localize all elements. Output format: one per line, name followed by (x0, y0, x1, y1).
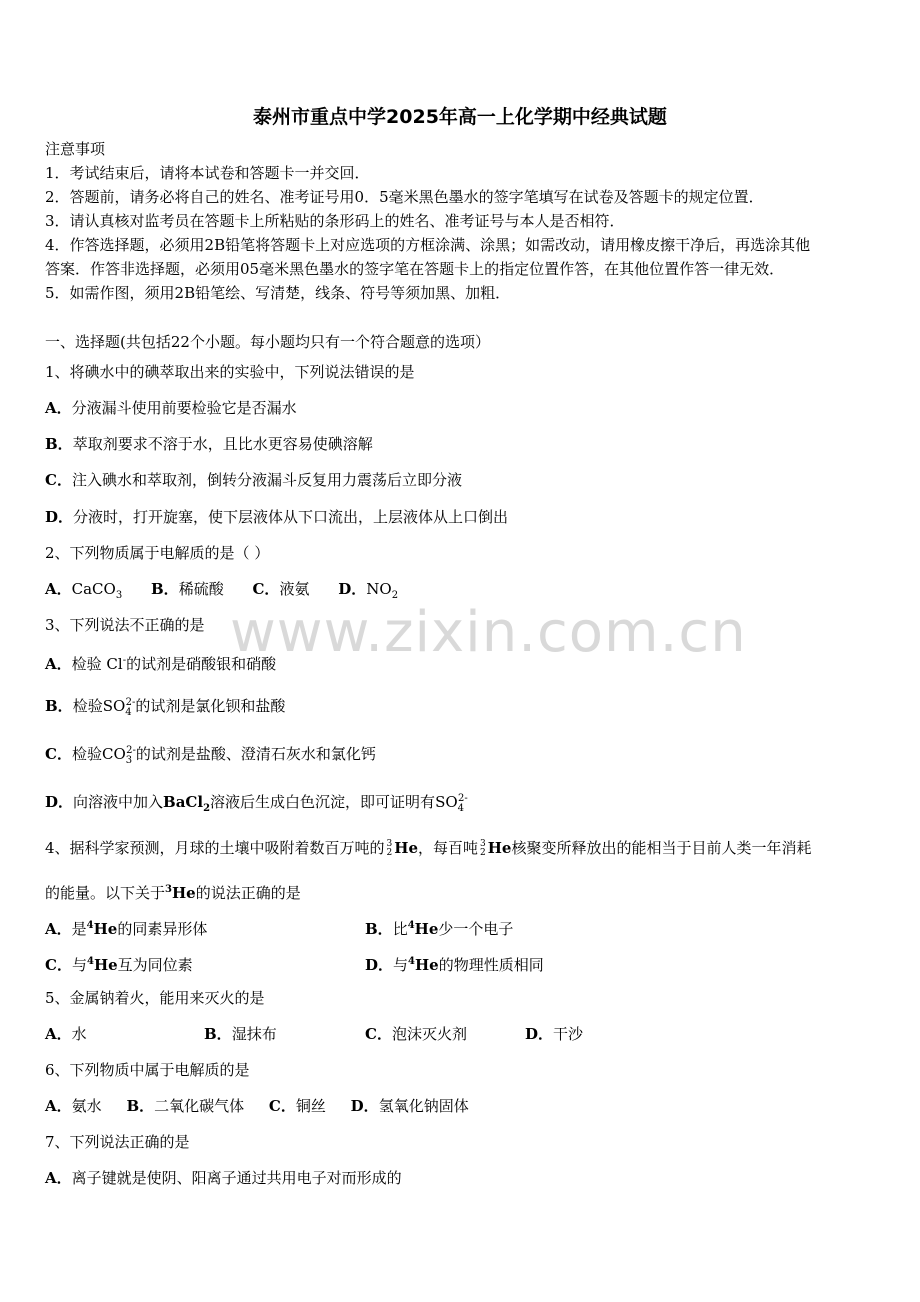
question-4-stem: 4、据科学家预测，月球的土壤中吸附着数百万吨的 3 2 He，每百吨 3 2 He核聚变所释放出的能相当于目前人类一年消耗 (45, 839, 812, 858)
question-2-option-c: C．液氨 (252, 580, 310, 598)
question-1-option-a: A．分液漏斗使用前要检验它是否漏水 (45, 399, 297, 417)
question-3-option-b: B．检验$SO_4^{2-}$的试剂是氯化钡和盐酸 (45, 697, 286, 718)
question-2-options (45, 579, 398, 606)
question-2-option-a: A．CaCO$_3$ (45, 580, 123, 601)
question-5-option-a: A．水 (45, 1025, 87, 1043)
isotope-notation: 3 2 (386, 839, 393, 858)
question-3-option-d: D．向溶液中加入BaCl$_2$溶液后生成白色沉淀，即可证明有$SO_4^{2-}$ (45, 793, 468, 814)
question-6-option-d: D．氢氧化钠固体 (350, 1097, 469, 1115)
question-1-option-d: D．分液时，打开旋塞，使下层液体从下口流出，上层液体从上口倒出 (45, 508, 509, 526)
notice-item: 5．如需作图，须用2B铅笔绘、写清楚，线条、符号等须加黑、加粗． (45, 284, 511, 302)
question-4-option-a: A．是$^4$He的同素异形体 (45, 920, 208, 938)
isotope-notation: 3 2 (480, 839, 486, 858)
question-6-options (45, 1096, 469, 1116)
section-heading: 一、选择题(共包括22个小题。每小题均只有一个符合题意的选项） (45, 333, 490, 351)
question-2-option-d: D．$NO_2$ (338, 580, 399, 601)
question-6-stem: 6、下列物质中属于电解质的是 (45, 1061, 250, 1079)
question-5-option-b: B．湿抹布 (204, 1025, 277, 1043)
question-4-stem-line-2: 的能量。以下关于$^3$He的说法正确的是 (45, 884, 301, 902)
question-5-option-d: D．干沙 (525, 1025, 584, 1043)
question-2-stem: 2、下列物质属于电解质的是（ ） (45, 544, 270, 562)
question-4-option-b: B．比$^4$He少一个电子 (365, 920, 514, 938)
question-4-option-d: D．与$^4$He的物理性质相同 (365, 956, 544, 974)
notice-item: 1．考试结束后，请将本试卷和答题卡一并交回． (45, 164, 370, 182)
question-3-stem: 3、下列说法不正确的是 (45, 616, 205, 634)
question-3-option-a: A．检验 Cl-的试剂是硝酸银和硝酸 (45, 655, 277, 673)
watermark: www.zixin.com.cn (230, 600, 747, 665)
question-1-option-b: B．萃取剂要求不溶于水，且比水更容易使碘溶解 (45, 435, 373, 453)
question-5-stem: 5、金属钠着火，能用来灭火的是 (45, 989, 265, 1007)
question-7-stem: 7、下列说法正确的是 (45, 1133, 190, 1151)
page-title: 泰州市重点中学2025年高一上化学期中经典试题 (253, 106, 667, 128)
question-6-option-a: A．氨水 (45, 1097, 102, 1115)
question-6-option-b: B．二氧化碳气体 (126, 1097, 245, 1115)
question-1-option-c: C．注入碘水和萃取剂，倒转分液漏斗反复用力震荡后立即分液 (45, 471, 462, 489)
notice-item: 4．作答选择题，必须用2B铅笔将答题卡上对应选项的方框涂满、涂黑；如需改动，请用橡皮擦干净后，再选涂其他 (45, 236, 811, 254)
notice-heading: 注意事项 (45, 140, 106, 158)
notice-item: 3．请认真核对监考员在答题卡上所粘贴的条形码上的姓名、准考证号与本人是否相符． (45, 212, 625, 230)
notice-item: 答案．作答非选择题，必须用05毫米黑色墨水的签字笔在答题卡上的指定位置作答，在其他位置作答一律无效． (45, 260, 785, 278)
question-1-stem: 1、将碘水中的碘萃取出来的实验中，下列说法错误的是 (45, 363, 415, 381)
question-7-option-a: A．离子键就是使阴、阳离子通过共用电子对而形成的 (45, 1169, 402, 1187)
notice-item: 2．答题前，请务必将自己的姓名、准考证号用0．5毫米黑色墨水的签字笔填写在试卷及答题卡的规定位置． (45, 188, 764, 206)
question-3-option-c: C．检验$CO_3^{2-}$的试剂是盐酸、澄清石灰水和氯化钙 (45, 745, 376, 766)
question-4-option-c: C．与$^4$He互为同位素 (45, 956, 193, 974)
question-5-option-c: C．泡沫灭火剂 (365, 1025, 467, 1043)
question-2-option-b: B．稀硫酸 (151, 580, 224, 598)
question-6-option-c: C．铜丝 (268, 1097, 326, 1115)
